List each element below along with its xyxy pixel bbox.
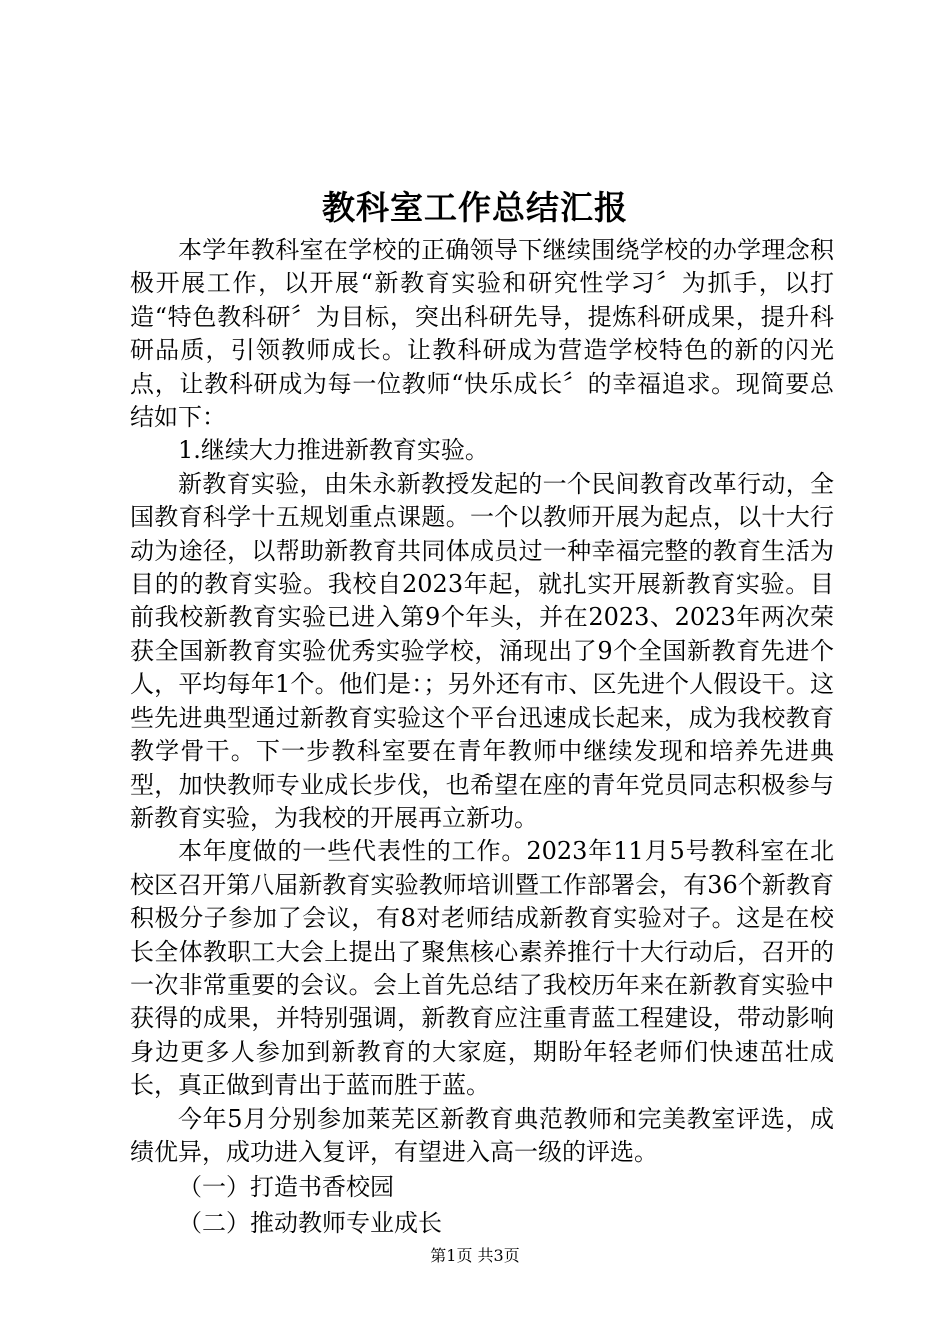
paragraph-new-education: 新教育实验，由朱永新教授发起的一个民间教育改革行动，全国教育科学十五规划重点课题。一个以教师开展为起点，以十大行动为途径，以帮助新教育共同体成员过一种幸福完整的教育生活为目的的教育实验。我校自2023年起，就扎实开展新教育实验。目前我校新教育实验已进入第9个年头，并在2023、2023年两次荣获全国新教育实验优秀实验学校，涌现出了9个全国新教育先进个人，平均每年1个。他们是：；另外还有市、区先进个人假设干。这些先进典型通过新教育实验这个平台迅速成长起来，成为我校教育教学骨干。下一步教科室要在青年教师中继续发现和培养先进典型，加快教师专业成长步伐，也希望在座的青年党员同志积极参与新教育实验，为我校的开展再立新功。	[130, 469, 834, 832]
page-footer: 第1页 共3页	[430, 1246, 520, 1265]
subheading-book-campus: （一）打造书香校园	[178, 1173, 394, 1202]
paragraph-evaluation: 今年5月分别参加莱芜区新教育典范教师和完美教室评选，成绩优异，成功进入复评，有望进入高一级的评选。	[130, 1104, 834, 1166]
subheading-teacher-growth: （二）推动教师专业成长	[178, 1209, 442, 1238]
document-body	[130, 234, 834, 1241]
paragraph-section-heading: 1.继续大力推进新教育实验。	[178, 436, 489, 465]
paragraph-annual-work: 本年度做的一些代表性的工作。2023年11月5号教科室在北校区召开第八届新教育实验教师培训暨工作部署会，有36个新教育积极分子参加了会议，有8对老师结成新教育实验对子。这是在校长全体教职工大会上提出了聚焦核心素养推行十大行动后，召开的一次非常重要的会议。会上首先总结了我校历年来在新教育实验中获得的成果，并特别强调，新教育应注重青蓝工程建设，带动影响身边更多人参加到新教育的大家庭，期盼年轻老师们快速茁壮成长，真正做到青出于蓝而胜于蓝。	[130, 837, 834, 1100]
document-title: 教科室工作总结汇报	[322, 188, 628, 227]
paragraph-intro: 本学年教科室在学校的正确领导下继续围绕学校的办学理念积极开展工作，以开展“新教育实验和研究性学习〞为抓手，以打造“特色教科研〞为目标，突出科研先导，提炼科研成果，提升科研品质，引领教师成长。让教科研成为营造学校特色的新的闪光点，让教科研成为每一位教师“快乐成长〞的幸福追求。现简要总结如下：	[130, 236, 834, 432]
